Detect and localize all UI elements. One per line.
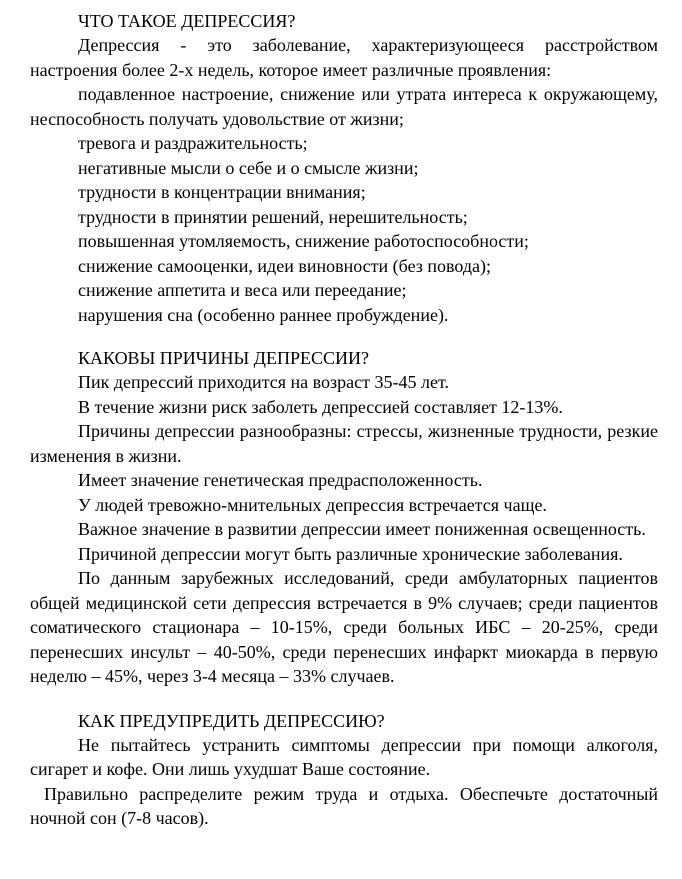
section-heading: ЧТО ТАКОЕ ДЕПРЕССИЯ?: [78, 11, 296, 31]
symptom-item: тревога и раздражительность;: [78, 133, 308, 153]
symptom-item: повышенная утомляемость, снижение работоспособности;: [78, 231, 529, 251]
body-paragraph: В течение жизни риск заболеть депрессией составляет 12-13%.: [78, 396, 563, 417]
symptom-item: нарушения сна (особенно раннее пробуждение).: [78, 304, 449, 325]
intro-paragraph: Депрессия - это заболевание, характеризующееся расстройством настроения более 2-х недель, которое имеет различные проявления:: [30, 35, 658, 80]
document-page: [30, 10, 658, 831]
symptom-item: трудности в принятии решений, нерешительность;: [78, 206, 468, 227]
symptom-item: трудности в концентрации внимания;: [78, 182, 366, 202]
section-what-is-depression: [30, 10, 658, 327]
symptom-first-item: подавленное настроение, снижение или утрата интереса к окружающему, неспособность получать удовольствие от жизни;: [30, 84, 658, 129]
symptom-item: негативные мысли о себе и о смысле жизни;: [78, 157, 419, 178]
body-paragraph: Правильно распределите режим труда и отдыха. Обеспечьте достаточный ночной сон (7-8 часов).: [30, 783, 658, 828]
body-paragraph: Важное значение в развитии депрессии имеет пониженная освещенность.: [78, 519, 646, 539]
section-spacer: [30, 327, 658, 347]
body-paragraph: Не пытайтесь устранить симптомы депрессии при помощи алкоголя, сигарет и кофе. Они лишь ухудшат Ваше состояние.: [30, 734, 658, 779]
body-paragraph: Причины депрессии разнообразны: стрессы, жизненные трудности, резкие изменения в жизни.: [30, 421, 658, 466]
section-prevention: [30, 710, 658, 831]
body-paragraph: По данным зарубежных исследований, среди амбулаторных пациентов общей медицинской сети депрессия встречается в 9% случаев; среди пациентов соматического стационара – 10-15%, среди больных ИБС – 20-25%, среди перенесших инсульт – 40-50%, среди перенесших инфаркт миокарда в первую неделю – 45%, через 3-4 месяца – 33% случаев.: [30, 568, 658, 686]
symptom-item: снижение аппетита и веса или переедание;: [78, 280, 407, 300]
body-paragraph: У людей тревожно-мнительных депрессия встречается чаще.: [78, 494, 547, 515]
section-spacer: [30, 689, 658, 710]
section-heading: КАКОВЫ ПРИЧИНЫ ДЕПРЕССИИ?: [78, 348, 369, 368]
section-heading: КАК ПРЕДУПРЕДИТЬ ДЕПРЕССИЮ?: [78, 710, 385, 731]
body-paragraph: Причиной депрессии могут быть различные хронические заболевания.: [78, 543, 623, 564]
body-paragraph: Пик депрессий приходится на возраст 35-45 лет.: [78, 372, 449, 392]
body-paragraph: Имеет значение генетическая предрасположенность.: [78, 470, 483, 490]
section-causes: [30, 347, 658, 689]
symptom-item: снижение самооценки, идеи виновности (без повода);: [78, 255, 492, 276]
